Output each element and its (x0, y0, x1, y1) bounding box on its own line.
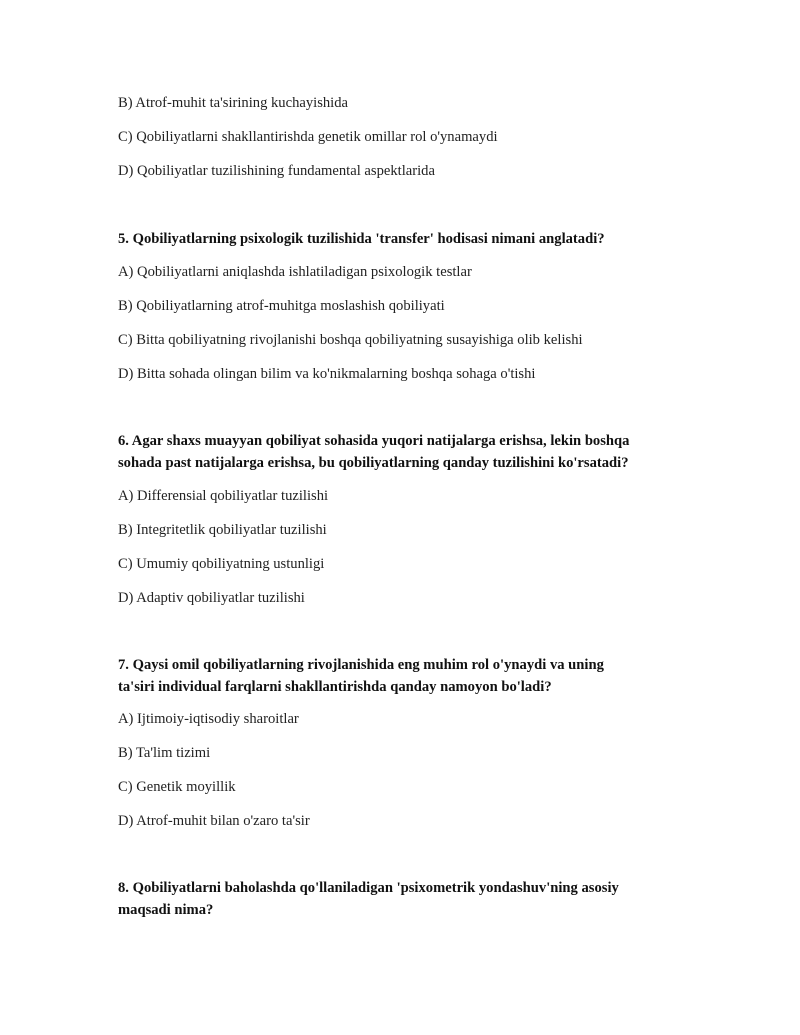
q6-option-b: B) Integritetlik qobiliyatlar tuzilishi (118, 522, 327, 538)
q7-option-b: B) Ta'lim tizimi (118, 745, 211, 761)
q6-option-c: C) Umumiy qobiliyatning ustunligi (118, 556, 325, 572)
q5-option-d: D) Bitta sohada olingan bilim va ko'nikmalarning boshqa sohaga o'tishi (118, 366, 536, 382)
q7-option-c: C) Genetik moyillik (118, 779, 236, 795)
q5-option-c: C) Bitta qobiliyatning rivojlanishi boshqa qobiliyatning susayishiga olib kelishi (118, 332, 583, 348)
q8-question-line2: maqsadi nima? (118, 902, 214, 918)
q4-option-b: B) Atrof-muhit ta'sirining kuchayishida (118, 95, 349, 111)
q6-option-d: D) Adaptiv qobiliyatlar tuzilishi (118, 590, 305, 606)
q7-question-line2: ta'siri individual farqlarni shakllantirishda qanday namoyon bo'ladi? (118, 679, 552, 695)
q7-question-line1: 7. Qaysi omil qobiliyatlarning rivojlanishida eng muhim rol o'ynaydi va uning (118, 657, 604, 673)
q5-option-a: A) Qobiliyatlarni aniqlashda ishlatiladigan psixologik testlar (118, 264, 472, 280)
q6-question-line2: sohada past natijalarga erishsa, bu qobiliyatlarning qanday tuzilishini ko'rsatadi? (118, 455, 629, 471)
q4-option-d: D) Qobiliyatlar tuzilishining fundamental aspektlarida (118, 163, 435, 179)
q5-question: 5. Qobiliyatlarning psixologik tuzilishida 'transfer' hodisasi nimani anglatadi? (118, 231, 605, 247)
q8-question-line1: 8. Qobiliyatlarni baholashda qo'llaniladigan 'psixometrik yondashuv'ning asosiy (118, 880, 619, 896)
q5-option-b: B) Qobiliyatlarning atrof-muhitga moslashish qobiliyati (118, 298, 445, 314)
q7-option-a: A) Ijtimoiy-iqtisodiy sharoitlar (118, 711, 299, 727)
q6-question-line1: 6. Agar shaxs muayyan qobiliyat sohasida yuqori natijalarga erishsa, lekin boshqa (118, 433, 630, 449)
q4-option-c: C) Qobiliyatlarni shakllantirishda genetik omillar rol o'ynamaydi (118, 129, 498, 145)
q7-option-d: D) Atrof-muhit bilan o'zaro ta'sir (118, 813, 310, 829)
q6-option-a: A) Differensial qobiliyatlar tuzilishi (118, 488, 329, 504)
